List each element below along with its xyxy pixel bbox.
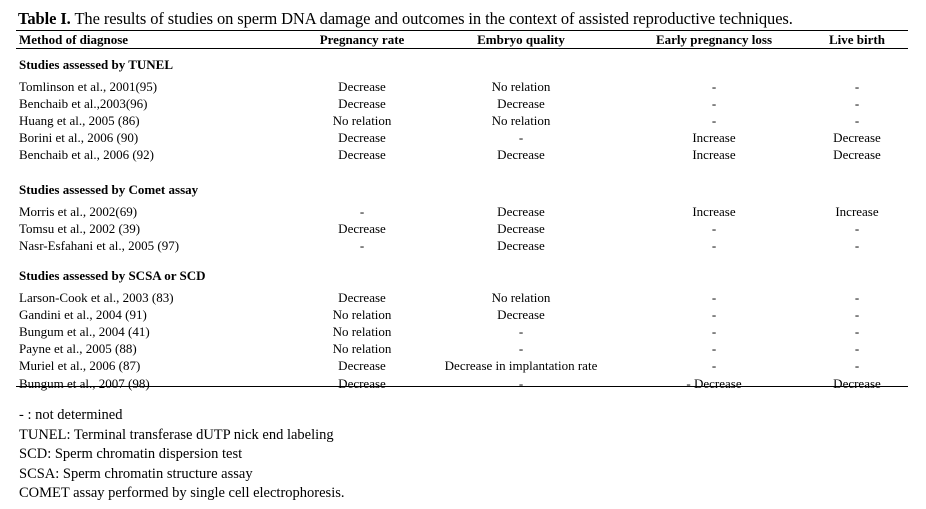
cell-pregnancy-rate: No relation [332, 307, 392, 323]
cell-method: Payne et al., 2005 (88) [19, 341, 137, 357]
cell-method: Bungum et al., 2007 (98) [19, 375, 150, 391]
cell-method: Morris et al., 2002(69) [19, 204, 138, 219]
cell-early-pregnancy-loss: - [711, 113, 717, 129]
cell-pregnancy-rate: No relation [332, 113, 392, 129]
cell-embryo-quality: - [518, 341, 524, 357]
section-title: Studies assessed by TUNEL [19, 57, 174, 72]
cell-pregnancy-rate: No relation [332, 324, 392, 340]
cell-embryo-quality: Decrease [497, 221, 545, 237]
cell-method: Tomsu et al., 2002 (39) [19, 221, 141, 237]
cell-early-pregnancy-loss: - [711, 307, 717, 323]
cell-embryo-quality: Decrease [497, 96, 545, 112]
cell-method: Larson-Cook et al., 2003 (83) [19, 290, 174, 305]
note-scsa: SCSA: Sperm chromatin structure assay [19, 465, 253, 482]
cell-early-pregnancy-loss: - [711, 79, 717, 94]
cell-pregnancy-rate: - [359, 204, 365, 219]
cell-method: Nasr-Esfahani et al., 2005 (97) [19, 238, 180, 254]
cell-early-pregnancy-loss: - [711, 324, 717, 340]
cell-early-pregnancy-loss: - [711, 358, 717, 374]
cell-pregnancy-rate: Decrease [338, 290, 386, 305]
cell-embryo-quality: Decrease in implantation rate [444, 358, 598, 374]
cell-method: Borini et al., 2006 (90) [19, 130, 139, 146]
section-title: Studies assessed by Comet assay [19, 182, 199, 197]
header-embryo-quality: Embryo quality [477, 32, 565, 47]
cell-embryo-quality: Decrease [497, 307, 545, 323]
cell-method: Gandini et al., 2004 (91) [19, 307, 147, 323]
cell-embryo-quality: - [518, 324, 524, 340]
cell-early-pregnancy-loss: - [711, 290, 717, 305]
header-live-birth: Live birth [829, 32, 885, 47]
header-method: Method of diagnose [19, 32, 129, 47]
cell-method: Benchaib et al.,2003(96) [19, 96, 148, 112]
cell-early-pregnancy-loss: - [711, 238, 717, 254]
cell-method: Huang et al., 2005 (86) [19, 113, 140, 129]
cell-early-pregnancy-loss: Increase [692, 130, 736, 146]
cell-embryo-quality: - [518, 130, 524, 146]
cell-live-birth: - [854, 307, 860, 323]
note-not-determined: - : not determined [19, 407, 123, 423]
cell-embryo-quality: No relation [491, 79, 551, 94]
top-rule [16, 30, 908, 31]
cell-embryo-quality: Decrease [497, 238, 545, 254]
bottom-rule [16, 386, 908, 387]
cell-early-pregnancy-loss: - [711, 341, 717, 357]
cell-live-birth: - [854, 79, 860, 94]
note-scd: SCD: Sperm chromatin dispersion test [19, 446, 243, 463]
cell-method: Benchaib et al., 2006 (92) [19, 147, 155, 163]
cell-embryo-quality: No relation [491, 113, 551, 129]
header-pregnancy-rate: Pregnancy rate [319, 32, 405, 47]
cell-live-birth: - [854, 358, 860, 374]
cell-live-birth: - [854, 341, 860, 357]
section-title: Studies assessed by SCSA or SCD [19, 268, 206, 283]
cell-early-pregnancy-loss: - Decrease [686, 375, 742, 391]
cell-pregnancy-rate: Decrease [338, 358, 386, 374]
note-tunel: TUNEL: Terminal transferase dUTP nick end labeling [19, 426, 334, 443]
cell-embryo-quality: Decrease [497, 147, 545, 163]
cell-live-birth: Decrease [833, 130, 881, 146]
header-rule [16, 48, 908, 49]
note-comet: COMET assay performed by single cell electrophoresis. [19, 485, 345, 502]
cell-embryo-quality: Decrease [497, 204, 545, 219]
cell-live-birth: - [854, 290, 860, 305]
cell-live-birth: - [854, 96, 860, 112]
cell-live-birth: - [854, 324, 860, 340]
cell-live-birth: Decrease [833, 147, 881, 163]
cell-early-pregnancy-loss: - [711, 96, 717, 112]
cell-pregnancy-rate: No relation [332, 341, 392, 357]
cell-live-birth: Increase [835, 204, 879, 219]
cell-pregnancy-rate: Decrease [338, 375, 386, 391]
cell-pregnancy-rate: Decrease [338, 96, 386, 112]
table-notes [19, 406, 345, 504]
cell-embryo-quality: No relation [491, 290, 551, 305]
cell-live-birth: - [854, 221, 860, 237]
cell-live-birth: - [854, 238, 860, 254]
table-title: The results of studies on sperm DNA damage and outcomes in the context of assisted reproductive techniques. [74, 9, 793, 28]
cell-pregnancy-rate: Decrease [338, 221, 386, 237]
cell-method: Bungum et al., 2004 (41) [19, 324, 150, 340]
cell-pregnancy-rate: Decrease [338, 79, 386, 94]
cell-pregnancy-rate: Decrease [338, 130, 386, 146]
cell-live-birth: - [854, 113, 860, 129]
cell-early-pregnancy-loss: - [711, 221, 717, 237]
table-label: Table I. [18, 9, 71, 28]
cell-pregnancy-rate: - [359, 238, 365, 254]
header-early-pregnancy-loss: Early pregnancy loss [655, 32, 773, 47]
cell-early-pregnancy-loss: Increase [692, 204, 736, 219]
cell-method: Tomlinson et al., 2001(95) [19, 79, 158, 94]
cell-live-birth: Decrease [833, 375, 881, 391]
cell-pregnancy-rate: Decrease [338, 147, 386, 163]
cell-early-pregnancy-loss: Increase [692, 147, 736, 163]
table-caption [18, 9, 793, 29]
cell-embryo-quality: - [518, 375, 524, 391]
cell-method: Muriel et al., 2006 (87) [19, 358, 141, 374]
